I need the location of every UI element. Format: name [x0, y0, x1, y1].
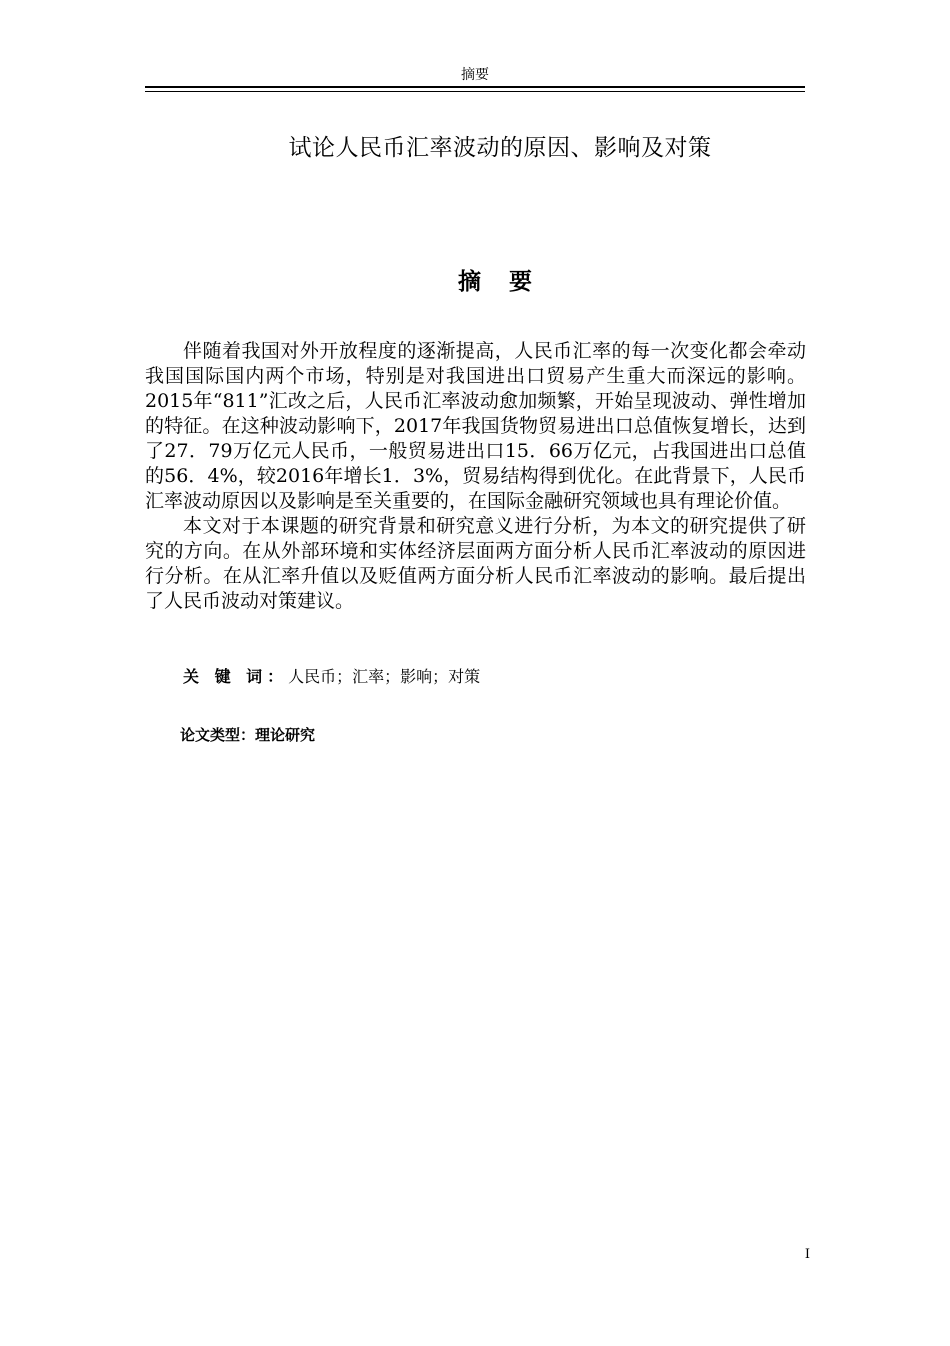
running-header: 摘要 [461, 67, 489, 83]
header-rule-thin [145, 91, 805, 92]
abstract-heading: 摘 要 [457, 269, 542, 295]
abstract-body [145, 339, 806, 614]
header-rule-thick [145, 86, 805, 88]
paper-type-line [180, 724, 315, 746]
keywords-label: 关 键 词： [183, 667, 289, 686]
paper-type-value: 理论研究 [255, 726, 316, 744]
keywords-text: 人民币；汇率；影响；对策 [288, 667, 481, 686]
paper-type-label: 论文类型： [180, 726, 256, 744]
page-number: I [804, 1247, 810, 1262]
paper-title: 试论人民币汇率波动的原因、影响及对策 [288, 135, 712, 161]
abstract-paragraph: 本文对于本课题的研究背景和研究意义进行分析，为本文的研究提供了研究的方向。在从外部环境和实体经济层面两方面分析人民币汇率波动的原因进行分析。在从汇率升值以及贬值两方面分析人民币汇率波动的影响。最后提出了人民币波动对策建议。 [145, 515, 806, 612]
keywords-line [183, 666, 480, 688]
abstract-paragraph: 伴随着我国对外开放程度的逐渐提高，人民币汇率的每一次变化都会牵动我国国际国内两个市场，特别是对我国进出口贸易产生重大而深远的影响。2015年“811”汇改之后，人民币汇率波动愈加频繁，开始呈现波动、弹性增加的特征。在这种波动影响下，2017年我国货物贸易进出口总值恢复增长，达到了27．79万亿元人民币，一般贸易进出口15．66万亿元，占我国进出口总值的56．4%，较2016年增长1．3%，贸易结构得到优化。在此背景下，人民币汇率波动原因以及影响是至关重要的，在国际金融研究领域也具有理论价值。 [145, 340, 806, 512]
